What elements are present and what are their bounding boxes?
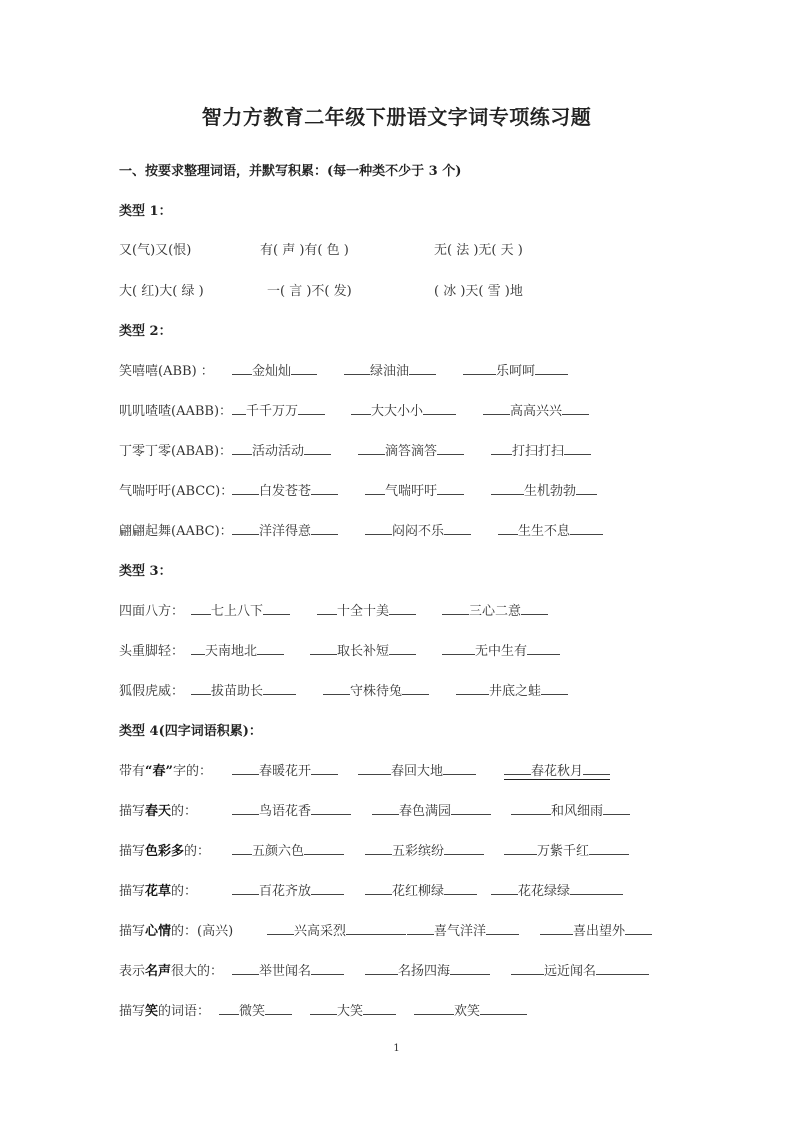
answer-blank: 大笑 — [337, 1004, 364, 1019]
row-label: 表示名声很大的： — [119, 964, 224, 979]
answer-blank: 微笑 — [239, 1004, 266, 1019]
answer-blank: 闷闷不乐 — [392, 524, 445, 539]
row-label: 四面八方： — [119, 604, 185, 619]
answer-blank: 滴答滴答 — [385, 444, 438, 459]
answer-blank: 活动活动 — [252, 444, 305, 459]
answer-blank: 乐呵呵 — [496, 364, 536, 379]
idiom-pattern: ( 冰 )天( 雪 )地 — [434, 284, 523, 299]
answer-blank: 远近闻名 — [544, 964, 597, 979]
answer-blank: 花红柳绿 — [392, 884, 445, 899]
answer-blank: 五彩缤纷 — [392, 844, 445, 859]
answer-blank: 大大小小 — [371, 404, 424, 419]
type-3-heading: 类型 3： — [119, 564, 172, 579]
page-title: 智力方教育二年级下册语文字词专项练习题 — [201, 105, 592, 129]
row-label: 头重脚轻： — [119, 644, 185, 659]
answer-blank: 鸟语花香 — [259, 804, 312, 819]
row-label: 笑嘻嘻(ABB) ： — [119, 364, 214, 379]
row-label: 描写心情的：(高兴) — [119, 924, 234, 939]
row-label: 丁零丁零(ABAB)： — [119, 444, 233, 459]
idiom-pattern: 又(气)又(恨) — [119, 243, 192, 258]
answer-blank: 名扬四海 — [398, 964, 451, 979]
row-label: 带有“春”字的： — [119, 764, 212, 779]
answer-blank: 生机勃勃 — [524, 484, 577, 499]
row-label: 描写笑的词语： — [119, 1004, 211, 1019]
answer-blank: 百花齐放 — [259, 884, 312, 899]
answer-blank: 气喘吁吁 — [385, 484, 438, 499]
answer-blank: 无中生有 — [475, 644, 528, 659]
answer-blank: 三心二意 — [469, 604, 522, 619]
row-label: 狐假虎威： — [119, 684, 185, 699]
answer-blank: 生生不息 — [518, 524, 571, 539]
answer-blank: 洋洋得意 — [259, 524, 312, 539]
answer-blank: 万紫千红 — [537, 844, 590, 859]
idiom-pattern: 大( 红)大( 绿 ) — [119, 284, 204, 299]
section-1-heading: 一、按要求整理词语，并默写积累：(每一种类不少于 3 个) — [119, 164, 462, 179]
answer-blank: 花花绿绿 — [518, 884, 571, 899]
row-label: 叽叽喳喳(AABB)： — [119, 404, 233, 419]
idiom-pattern: 一( 言 )不( 发) — [267, 284, 352, 299]
answer-blank: 春花秋月 — [531, 764, 584, 779]
answer-blank: 五颜六色 — [252, 844, 305, 859]
type-2-heading: 类型 2： — [119, 324, 172, 339]
answer-blank: 白发苍苍 — [259, 484, 312, 499]
idiom-pattern: 无( 法 )无( 天 ) — [434, 243, 523, 258]
row-label: 描写色彩多的： — [119, 844, 211, 859]
answer-blank: 十全十美 — [337, 604, 390, 619]
answer-blank: 欢笑 — [454, 1004, 481, 1019]
row-label: 气喘吁吁(ABCC)： — [119, 484, 234, 499]
answer-blank: 春回大地 — [391, 764, 444, 779]
answer-blank: 天南地北 — [205, 644, 258, 659]
answer-blank: 春色满园 — [399, 804, 452, 819]
answer-blank: 绿油油 — [370, 364, 410, 379]
answer-blank: 高高兴兴 — [510, 404, 563, 419]
row-label: 描写花草的： — [119, 884, 198, 899]
page-number: 1 — [393, 1043, 400, 1054]
answer-blank: 七上八下 — [211, 604, 264, 619]
answer-blank: 井底之蛙 — [489, 684, 542, 699]
answer-blank: 打扫打扫 — [512, 444, 565, 459]
answer-blank: 千千万万 — [246, 404, 299, 419]
type-1-heading: 类型 1： — [119, 204, 172, 219]
answer-blank: 兴高采烈 — [294, 924, 347, 939]
answer-blank: 取长补短 — [337, 644, 390, 659]
answer-blank: 和风细雨 — [551, 804, 604, 819]
answer-blank: 金灿灿 — [252, 364, 292, 379]
row-label: 描写春天的： — [119, 804, 198, 819]
answer-blank: 守株待兔 — [350, 684, 403, 699]
answer-blank: 举世闻名 — [259, 964, 312, 979]
answer-blank: 喜出望外 — [573, 924, 626, 939]
type-4-heading: 类型 4(四字词语积累)： — [119, 724, 262, 739]
answer-blank: 春暖花开 — [259, 764, 312, 779]
answer-blank: 喜气洋洋 — [434, 924, 487, 939]
idiom-pattern: 有( 声 )有( 色 ) — [260, 243, 349, 258]
answer-blank: 拔苗助长 — [211, 684, 264, 699]
row-label: 翩翩起舞(AABC)： — [119, 524, 233, 539]
